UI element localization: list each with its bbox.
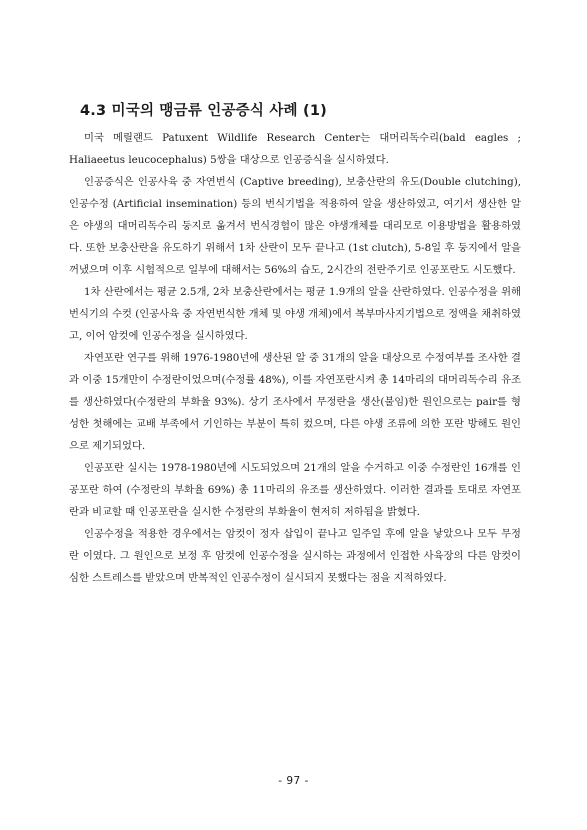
document-body xyxy=(69,127,521,589)
paragraph-5: 인공포란 실시는 1978-1980년에 시도되었으며 21개의 알을 수거하고 이중 수정란인 16개를 인공포란 하여 (수정란의 부화율 69%) 총 11마리의 유조를 생산하였다. 이러한 결과를 토대로 자연포란과 비교할 때 인공포란을 실시한 수정란의 부화율이 현저히 저하됨을 밝혔다. xyxy=(69,462,521,518)
section-heading: 4.3 미국의 맹금류 인공증식 사례 (1) xyxy=(80,103,327,119)
paragraph-4: 자연포란 연구를 위해 1976-1980년에 생산된 알 중 31개의 알을 대상으로 수정여부를 조사한 결과 이중 15개만이 수정란이었으며(수정률 48%), 이를 자연포란시켜 총 14마리의 대머리독수리 유조를 생산하였다(수정란의 부화율 93%). 상기 조사에서 무정란을 생산(불임)한 원인으로는 pair를 형성한 첫해에는 교배 부족에서 기인하는 부분이 특히 컸으며, 다른 야생 조류에 의한 포란 방해도 원인으로 제기되었다. xyxy=(69,352,521,452)
paragraph-1: 미국 메릴랜드 Patuxent Wildlife Research Center는 대머리독수리(bald eagles ; Haliaeetus leucocephalus) 5쌍을 대상으로 인공증식을 실시하였다. xyxy=(69,132,521,166)
paragraph-2: 인공증식은 인공사육 중 자연번식 (Captive breeding), 보충산란의 유도(Double clutching), 인공수정 (Artificial insemination) 등의 번식기법을 적용하여 알을 생산하였고, 여기서 생산한 알은 야생의 대머리독수리 둥지로 옮겨서 번식경험이 많은 야생개체를 대리모로 이용방법을 활용하였다. 또한 보충산란을 유도하기 위해서 1차 산란이 모두 끝나고 (1st clutch), 5-8일 후 둥지에서 알을 꺼냈으며 이후 시험적으로 일부에 대해서는 56%의 습도, 2시간의 전란주기로 인공포란도 시도했다. xyxy=(69,176,521,276)
paragraph-3: 1차 산란에서는 평균 2.5개, 2차 보충산란에서는 평균 1.9개의 알을 산란하였다. 인공수정을 위해 번식기의 수컷 (인공사육 중 자연번식한 개체 및 야생 개체)에서 복부마사지기법으로 정액을 채취하였고, 이어 암컷에 인공수정을 실시하였다. xyxy=(69,286,521,342)
page-number: - 97 - xyxy=(278,775,309,787)
paragraph-6: 인공수정을 적용한 경우에서는 암컷이 정자 삽입이 끝나고 일주일 후에 알을 낳았으나 모두 무정란 이였다. 그 원인으로 보정 후 암컷에 인공수정을 실시하는 과정에서 인접한 사육장의 다른 암컷이 심한 스트레스를 받았으며 반복적인 인공수정이 실시되지 못했다는 점을 지적하였다. xyxy=(69,528,521,584)
